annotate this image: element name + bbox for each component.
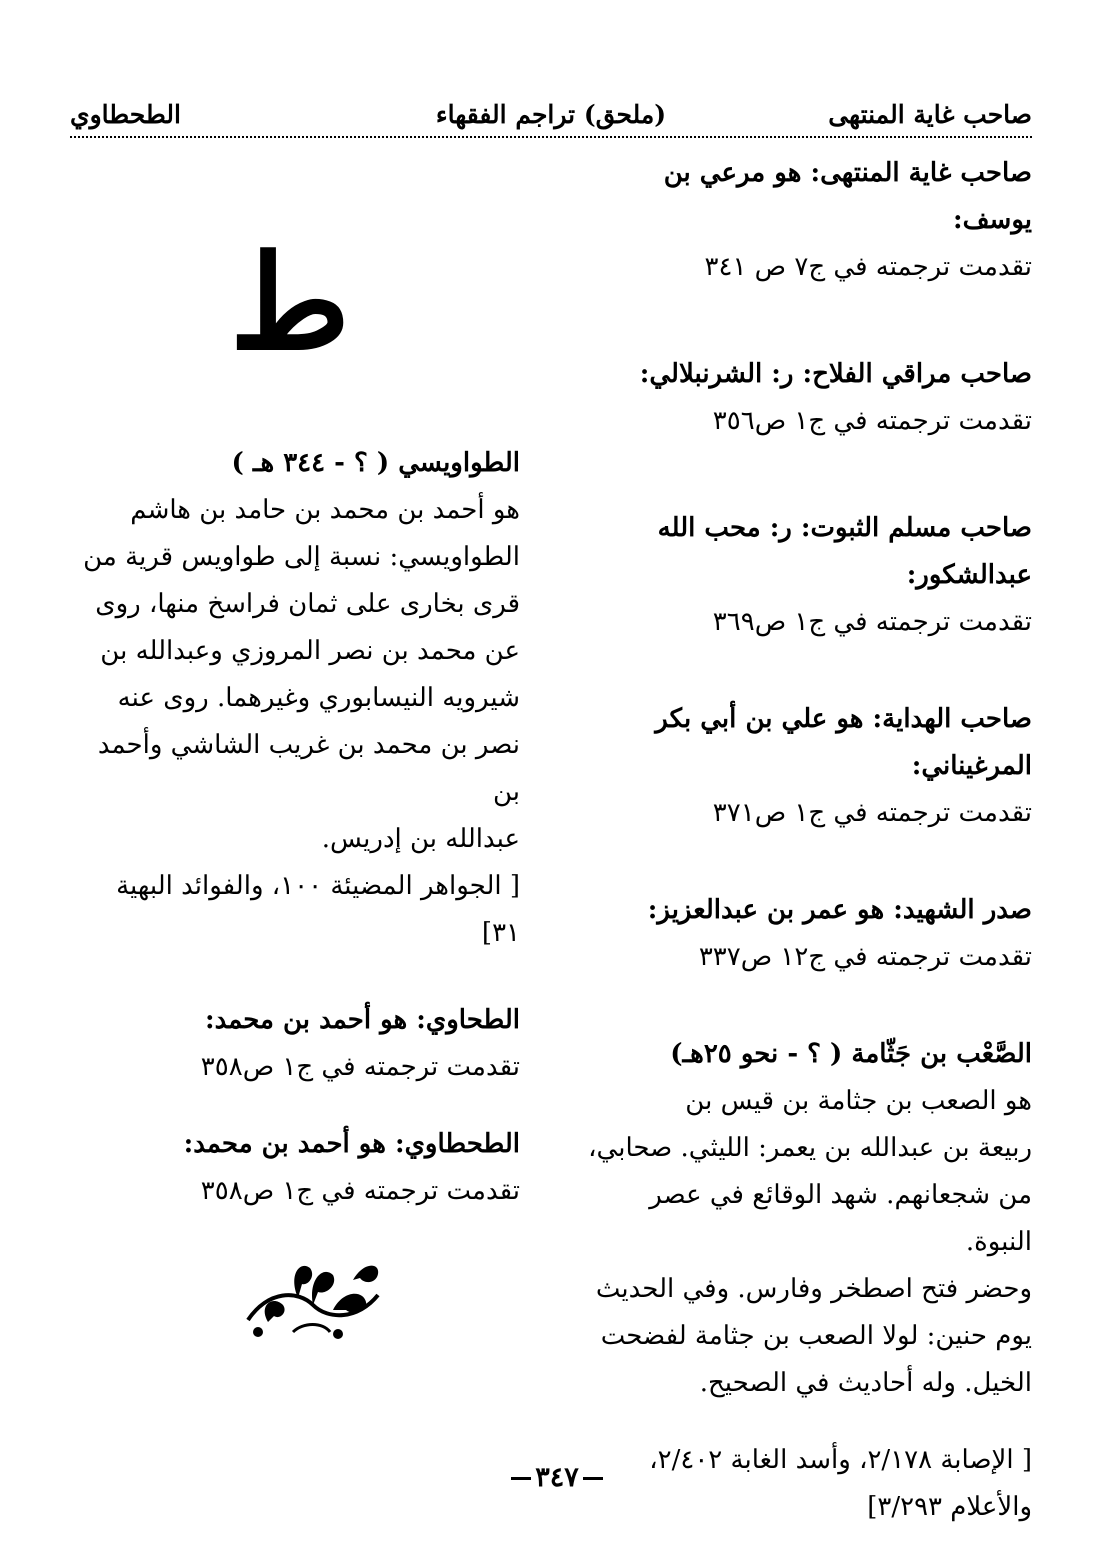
entry-title: صدر الشهيد: هو عمر بن عبدالعزيز: xyxy=(647,895,1032,925)
floral-ornament-icon xyxy=(238,1250,388,1340)
entry-al-hidaya xyxy=(582,696,1032,837)
entry-body-line: يوم حنين: لولا الصعب بن جثامة لفضحت xyxy=(600,1321,1032,1351)
entry-sources: [ الجواهر المضيئة ١٠٠، والفوائد البهية xyxy=(116,871,520,901)
entry-title: الصَّعْب بن جَثّامة ( ؟ - نحو ٢٥هـ) xyxy=(670,1039,1032,1069)
entry-body-line: من شجعانهم. شهد الوقائع في عصر النبوة. xyxy=(649,1180,1032,1257)
entry-body-line: الخيل. وله أحاديث في الصحيح. xyxy=(699,1368,1032,1398)
entry-ref: تقدمت ترجمته في ج٧ ص ٣٤١ xyxy=(704,252,1032,282)
entry-ref: تقدمت ترجمته في ج١ ص٣٧١ xyxy=(712,798,1032,828)
entry-ref: تقدمت ترجمته في ج١ ص٣٦٩ xyxy=(712,607,1032,637)
entry-title: صاحب الهداية: هو علي بن أبي بكر xyxy=(655,704,1032,734)
entry-title: صاحب غاية المنتهى: هو مرعي بن يوسف: xyxy=(663,158,1032,235)
entry-body-line: عبدالله بن إدريس. xyxy=(321,824,520,854)
page-number-text: ٣٤٧ xyxy=(535,1462,579,1493)
entry-title-cont: المرغيناني: xyxy=(911,751,1032,781)
entry-body-line: شيرويه النيسابوري وغيرهما. روى عنه xyxy=(117,683,520,713)
entry-al-sab-bin-jaththama xyxy=(582,1031,1032,1531)
entry-musallam-al-thubut xyxy=(582,505,1032,646)
entry-body-line: ربيعة بن عبدالله بن يعمر: الليثي. صحابي، xyxy=(588,1133,1032,1163)
entry-body-line: وحضر فتح اصطخر وفارس. وفي الحديث xyxy=(595,1274,1032,1304)
entry-body-line: عن محمد بن نصر المروزي وعبدالله بن xyxy=(100,636,520,666)
entry-al-tahtawi xyxy=(70,1121,520,1215)
entry-sources-cont: والأعلام ٣/٢٩٣] xyxy=(867,1492,1032,1522)
entry-title-cont: عبدالشكور: xyxy=(906,560,1032,590)
entry-ghayat-al-muntaha xyxy=(582,150,1032,291)
left-column xyxy=(70,440,520,1215)
header-left: الطحطاوي xyxy=(70,100,181,129)
entry-body-line: نصر بن محمد بن غريب الشاشي وأحمد بن xyxy=(97,730,520,807)
entry-sadr-al-shahid xyxy=(582,887,1032,981)
entry-maraqi-al-falah xyxy=(582,351,1032,445)
entry-sources-cont: ٣١] xyxy=(481,918,520,948)
section-letter: ط xyxy=(229,226,350,379)
running-header xyxy=(70,92,1032,138)
entry-title: الطحطاوي: هو أحمد بن محمد: xyxy=(183,1129,520,1159)
header-right: صاحب غاية المنتهى xyxy=(828,100,1032,129)
entry-body-line: الطواويسي: نسبة إلى طواويس قرية من xyxy=(83,542,520,572)
entry-body-line: قرى بخارى على ثمان فراسخ منها، روى xyxy=(95,589,520,619)
entry-title: الطحاوي: هو أحمد بن محمد: xyxy=(204,1005,520,1035)
header-center: (ملحق) تراجم الفقهاء xyxy=(435,100,667,129)
entry-sources: [ الإصابة ٢/١٧٨، وأسد الغابة ٢/٤٠٢، xyxy=(649,1445,1032,1475)
right-column xyxy=(582,150,1032,1531)
entry-title: الطواويسي ( ؟ - ٣٤٤ هـ ) xyxy=(231,448,520,478)
entry-al-tahawi xyxy=(70,997,520,1091)
entry-title: صاحب مراقي الفلاح: ر: الشرنبلالي: xyxy=(639,359,1032,389)
entry-ref: تقدمت ترجمته في ج١ ص٣٥٨ xyxy=(200,1052,520,1082)
entry-title: صاحب مسلم الثبوت: ر: محب الله xyxy=(657,513,1032,543)
entry-body-line: هو الصعب بن جثامة بن قيس بن xyxy=(685,1086,1032,1116)
entry-ref: تقدمت ترجمته في ج١ ص٣٥٦ xyxy=(712,406,1032,436)
entry-ref: تقدمت ترجمته في ج١ ص٣٥٨ xyxy=(200,1176,520,1206)
entry-body-line: هو أحمد بن محمد بن حامد بن هاشم xyxy=(130,495,520,525)
page-number xyxy=(497,1462,617,1493)
entry-ref: تقدمت ترجمته في ج١٢ ص٣٣٧ xyxy=(698,942,1032,972)
entry-al-tawawisi xyxy=(70,440,520,957)
